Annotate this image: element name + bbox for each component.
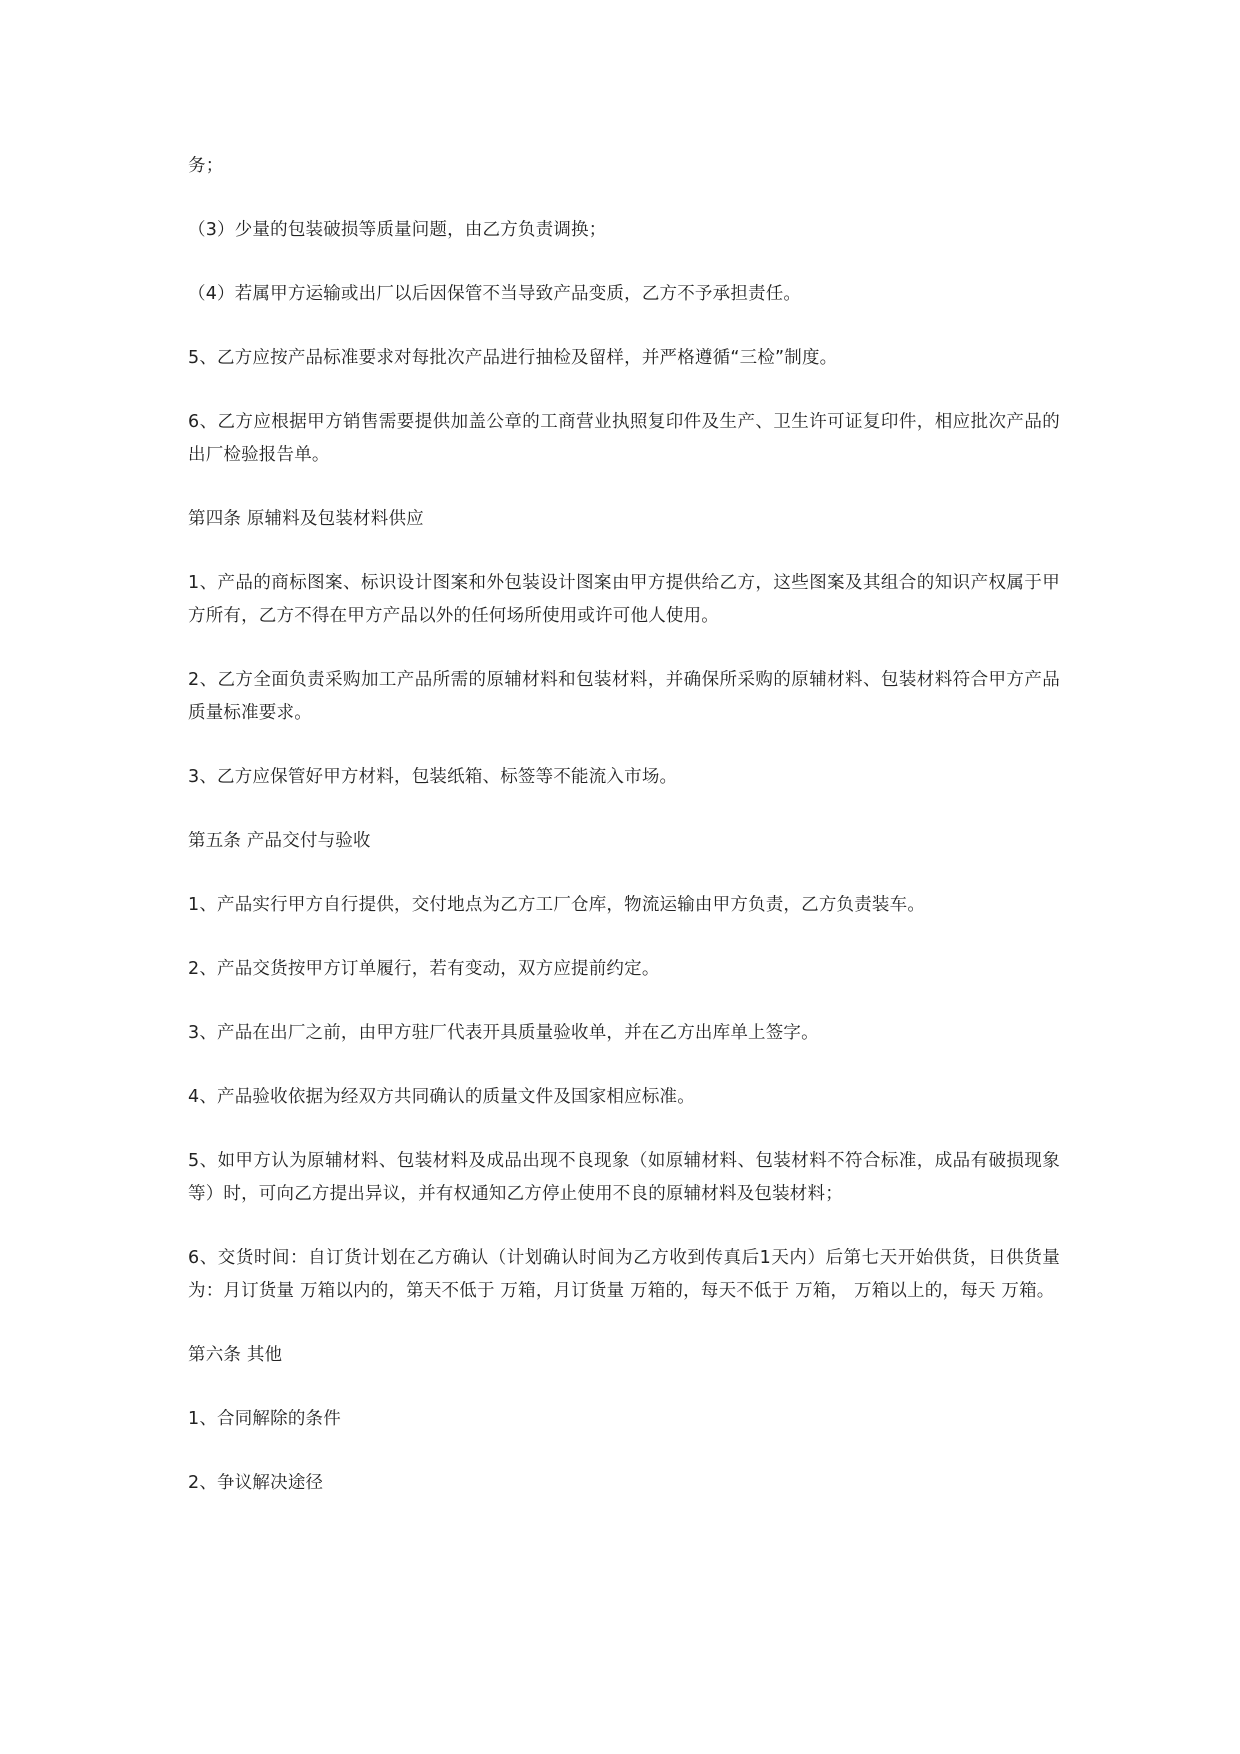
article-6-heading: 第六条 其他 <box>188 1345 283 1365</box>
article-4-item-2: 2、乙方全面负责采购加工产品所需的原辅材料和包装材料，并确保所采购的原辅材料、包装材料符合甲方产品质量标准要求。 <box>188 670 1060 723</box>
article-5-item-5: 5、如甲方认为原辅材料、包装材料及成品出现不良现象（如原辅材料、包装材料不符合标准，成品有破损现象等）时，可向乙方提出异议，并有权通知乙方停止使用不良的原辅材料及包装材料； <box>188 1151 1060 1204</box>
paragraph-clause-3-4: （4）若属甲方运输或出厂以后因保管不当导致产品变质，乙方不予承担责任。 <box>188 284 802 304</box>
paragraph-item-5: 5、乙方应按产品标准要求对每批次产品进行抽检及留样，并严格遵循“三检”制度。 <box>188 348 838 368</box>
article-5-heading: 第五条 产品交付与验收 <box>188 831 371 851</box>
document-page <box>188 150 1060 1531</box>
article-5-item-6: 6、交货时间：自订货计划在乙方确认（计划确认时间为乙方收到传真后1天内）后第七天开始供货，日供货量为：月订货量 万箱以内的，第天不低于 万箱，月订货量 万箱的，每天不低于 万箱， 万箱以上的，每天 万箱。 <box>188 1248 1060 1301</box>
article-4-heading: 第四条 原辅料及包装材料供应 <box>188 509 424 529</box>
article-5-item-4: 4、产品验收依据为经双方共同确认的质量文件及国家相应标准。 <box>188 1087 695 1107</box>
paragraph-item-6: 6、乙方应根据甲方销售需要提供加盖公章的工商营业执照复印件及生产、卫生许可证复印件，相应批次产品的出厂检验报告单。 <box>188 412 1060 465</box>
article-6-item-2: 2、争议解决途径 <box>188 1473 324 1493</box>
article-6-item-1: 1、合同解除的条件 <box>188 1409 341 1429</box>
article-5-item-3: 3、产品在出厂之前，由甲方驻厂代表开具质量验收单，并在乙方出库单上签字。 <box>188 1023 819 1043</box>
paragraph-clause-3-3: （3）少量的包装破损等质量问题，由乙方负责调换； <box>188 220 607 240</box>
article-5-item-1: 1、产品实行甲方自行提供，交付地点为乙方工厂仓库，物流运输由甲方负责，乙方负责装车。 <box>188 895 926 915</box>
article-4-item-3: 3、乙方应保管好甲方材料，包装纸箱、标签等不能流入市场。 <box>188 767 678 787</box>
article-4-item-1: 1、产品的商标图案、标识设计图案和外包装设计图案由甲方提供给乙方，这些图案及其组合的知识产权属于甲方所有，乙方不得在甲方产品以外的任何场所使用或许可他人使用。 <box>188 573 1060 626</box>
paragraph-continuation: 务； <box>188 156 224 176</box>
article-5-item-2: 2、产品交货按甲方订单履行，若有变动，双方应提前约定。 <box>188 959 660 979</box>
